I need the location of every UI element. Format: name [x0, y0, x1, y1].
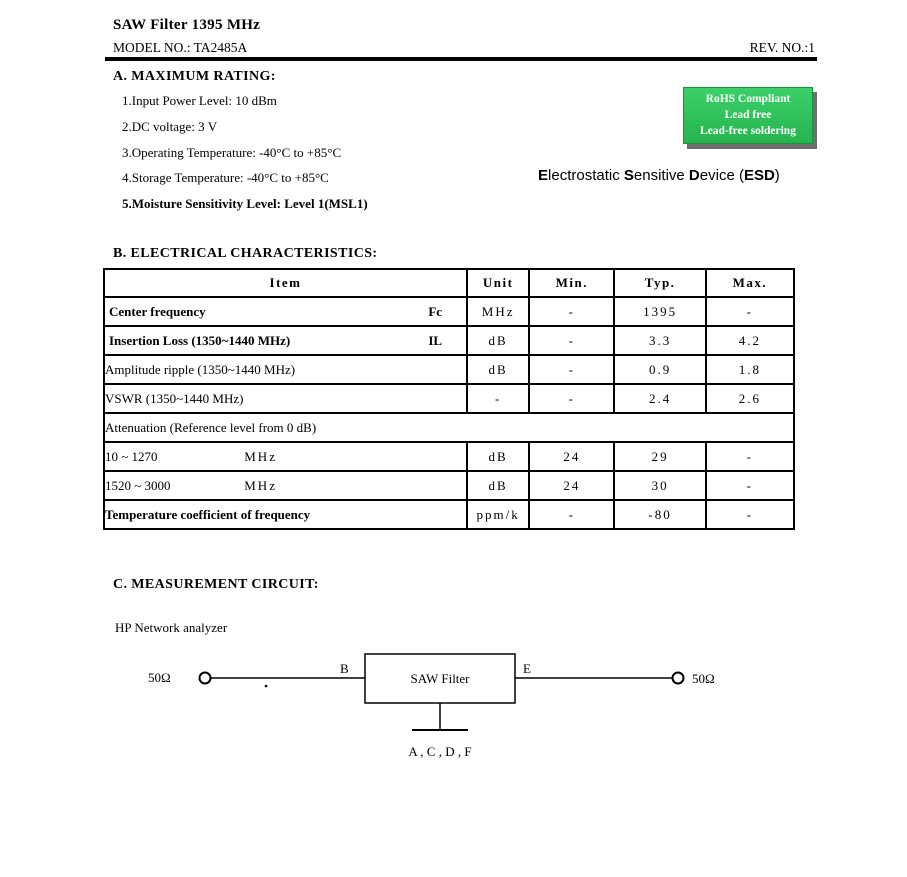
min-cell: - — [529, 297, 614, 326]
unit-cell: - — [467, 384, 529, 413]
min-cell: 24 — [529, 442, 614, 471]
section-c-heading: C. MEASUREMENT CIRCUIT: — [113, 577, 319, 592]
revision-number: REV. NO.:1 — [749, 40, 815, 55]
measurement-circuit-diagram — [100, 645, 800, 770]
item-symbol: Fc — [428, 303, 443, 319]
left-impedance-label: 50Ω — [148, 670, 171, 685]
table-row-attenuation-header — [104, 413, 794, 442]
unit-cell: MHz — [467, 297, 529, 326]
min-cell: - — [529, 500, 614, 529]
ground-ports-label: A , C , D , F — [408, 744, 472, 759]
section-a-heading: A. MAXIMUM RATING: — [113, 69, 276, 84]
esd-label: Electrostatic Sensitive Device (ESD) — [538, 167, 780, 184]
rating-item-operating-temperature: 3.Operating Temperature: -40°C to +85°C — [122, 144, 342, 160]
table-row-attenuation-band1 — [104, 442, 794, 471]
max-cell: 2.6 — [706, 384, 794, 413]
network-analyzer-label: HP Network analyzer — [115, 620, 228, 635]
right-impedance-label: 50Ω — [692, 671, 715, 686]
table-row-vswr — [104, 384, 794, 413]
max-cell: 1.8 — [706, 355, 794, 384]
max-cell: 4.2 — [706, 326, 794, 355]
typ-cell: 1395 — [614, 297, 705, 326]
rohs-badge-line-2: Lead free — [724, 109, 772, 121]
rating-item-moisture-sensitivity: 5.Moisture Sensitivity Level: Level 1(MSL1) — [122, 196, 368, 212]
table-row-amplitude-ripple — [104, 355, 794, 384]
rohs-compliance-badge — [683, 87, 813, 144]
table-row-insertion-loss — [104, 326, 794, 355]
rating-item-dc-voltage: 2.DC voltage: 3 V — [122, 118, 218, 134]
item-label: VSWR (1350~1440 MHz) — [104, 384, 467, 413]
right-terminal-icon — [673, 673, 684, 684]
item-label: Center frequency — [109, 303, 206, 319]
max-cell: - — [706, 500, 794, 529]
typ-cell: 0.9 — [614, 355, 705, 384]
section-b-heading: B. ELECTRICAL CHARACTERISTICS: — [113, 246, 378, 261]
port-b-label: B — [340, 661, 349, 676]
max-cell: - — [706, 297, 794, 326]
item-label: Amplitude ripple (1350~1440 MHz) — [104, 355, 467, 384]
typ-cell: 29 — [614, 442, 705, 471]
maximum-rating-list — [122, 93, 368, 222]
unit-cell: dB — [467, 442, 529, 471]
typ-cell: 30 — [614, 471, 705, 500]
electrical-characteristics-table — [103, 268, 795, 530]
table-row-center-frequency — [104, 297, 794, 326]
attenuation-label: Attenuation (Reference level from 0 dB) — [104, 413, 794, 442]
min-cell: - — [529, 355, 614, 384]
dut-label: SAW Filter — [410, 671, 470, 686]
unit-cell: dB — [467, 355, 529, 384]
typ-cell: -80 — [614, 500, 705, 529]
unit-cell: dB — [467, 471, 529, 500]
rohs-badge-line-1: RoHS Compliant — [705, 93, 791, 105]
left-terminal-icon — [200, 673, 211, 684]
col-header-unit: Unit — [467, 269, 529, 297]
page-title: SAW Filter 1395 MHz — [113, 17, 261, 33]
rohs-badge-line-3: Lead-free soldering — [700, 125, 796, 137]
model-revision-row — [113, 40, 815, 56]
min-cell: - — [529, 384, 614, 413]
item-label: Temperature coefficient of frequency — [104, 500, 467, 529]
max-cell: - — [706, 442, 794, 471]
min-cell: 24 — [529, 471, 614, 500]
typ-cell: 2.4 — [614, 384, 705, 413]
col-header-item: Item — [104, 269, 467, 297]
band-range: 1520 ~ 3000 — [105, 477, 171, 493]
typ-cell: 3.3 — [614, 326, 705, 355]
unit-cell: ppm/k — [467, 500, 529, 529]
item-symbol: IL — [428, 332, 443, 348]
model-number: MODEL NO.: TA2485A — [113, 40, 248, 55]
table-row-temperature-coefficient — [104, 500, 794, 529]
col-header-max: Max. — [706, 269, 794, 297]
col-header-min: Min. — [529, 269, 614, 297]
band-range: 10 ~ 1270 — [105, 448, 158, 464]
max-cell: - — [706, 471, 794, 500]
band-unit-label: MHz — [244, 477, 277, 493]
rating-item-input-power: 1.Input Power Level: 10 dBm — [122, 93, 277, 108]
rating-item-storage-temperature: 4.Storage Temperature: -40°C to +85°C — [122, 170, 329, 186]
table-row-attenuation-band2 — [104, 471, 794, 500]
header-divider — [105, 57, 817, 61]
col-header-typ: Typ. — [614, 269, 705, 297]
electrical-characteristics-table-wrap — [103, 268, 795, 530]
port-e-label: E — [523, 661, 531, 676]
min-cell: - — [529, 326, 614, 355]
band-unit-label: MHz — [244, 448, 277, 464]
table-header-row — [104, 269, 794, 297]
unit-cell: dB — [467, 326, 529, 355]
item-label: Insertion Loss (1350~1440 MHz) — [109, 332, 291, 348]
stray-dot — [265, 685, 268, 688]
